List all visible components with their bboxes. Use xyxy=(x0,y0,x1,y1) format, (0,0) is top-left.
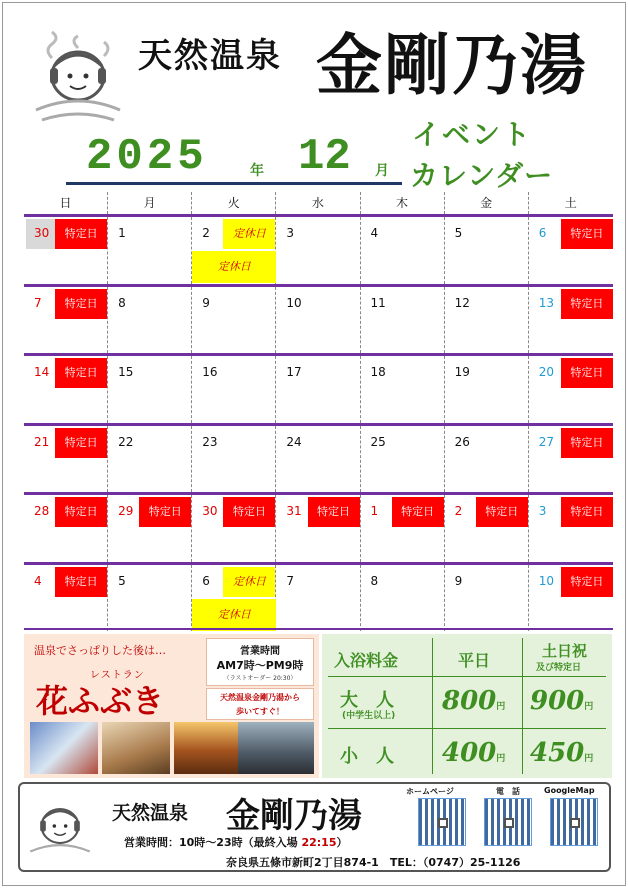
price-weekday-head: 平日 xyxy=(458,651,491,670)
day-number: 10 xyxy=(538,573,555,588)
footer-address: 奈良県五條市新町2丁目874-1 TEL：（0747）25-1126 xyxy=(226,856,521,869)
price-adult-label: 大 人 xyxy=(340,690,394,711)
qr-map-label: GoogleMap xyxy=(544,786,595,795)
restaurant-closed-badge: 定休日 xyxy=(192,599,276,631)
special-day-badge: 特定日 xyxy=(561,289,613,319)
special-day-badge: 特定日 xyxy=(476,497,528,527)
calendar-day xyxy=(529,565,613,632)
day-number: 2 xyxy=(454,504,463,518)
day-number: 7 xyxy=(286,573,295,588)
special-day-badge: 特定日 xyxy=(55,567,107,597)
calendar-day xyxy=(529,356,613,423)
price-divider xyxy=(328,676,606,677)
special-day-badge: 特定日 xyxy=(561,497,613,527)
restaurant-sub: レストラン xyxy=(90,670,145,681)
calendar-day xyxy=(108,565,192,632)
event-title-line1: イベント xyxy=(412,118,533,151)
day-number: 20 xyxy=(538,365,555,379)
calendar-day xyxy=(192,217,276,284)
calendar-day xyxy=(24,426,108,493)
calendar-day xyxy=(192,287,276,354)
day-number: 22 xyxy=(118,434,134,449)
price-title: 入浴料金 xyxy=(334,651,399,670)
calendar-day xyxy=(108,495,192,562)
restaurant-hours-title: 営業時間 xyxy=(240,646,280,657)
calendar-day xyxy=(108,426,192,493)
calendar-day xyxy=(192,495,276,562)
calendar-day xyxy=(24,565,108,632)
day-number: 13 xyxy=(538,295,555,310)
calendar-day xyxy=(529,426,613,493)
restaurant-hours: AM7時〜PM9時 xyxy=(216,659,304,672)
dining-hall-photo xyxy=(238,722,314,774)
calendar-day xyxy=(24,495,108,562)
price-adult-weekday: 800円 xyxy=(442,686,506,716)
restaurant-hours-box xyxy=(206,638,314,686)
event-calendar xyxy=(24,192,613,631)
calendar-day xyxy=(361,495,445,562)
calendar-day xyxy=(361,356,445,423)
calendar-day xyxy=(24,217,108,284)
regular-closed-badge: 定休日 xyxy=(223,219,275,249)
calendar-day xyxy=(276,565,360,632)
price-divider xyxy=(328,728,606,729)
day-number: 3 xyxy=(538,504,547,518)
day-number: 9 xyxy=(454,573,463,588)
day-number: 12 xyxy=(454,295,470,310)
calendar-day xyxy=(445,356,529,423)
sake-photo xyxy=(102,722,170,774)
calendar-day xyxy=(192,426,276,493)
calendar-week xyxy=(24,562,613,632)
calendar-day xyxy=(108,287,192,354)
event-title-line2: カレンダー xyxy=(410,159,554,192)
calendar-month: 12 xyxy=(298,132,351,182)
day-number: 30 xyxy=(26,219,56,249)
footer-name-a: 天然温泉 xyxy=(112,802,189,824)
day-number: 5 xyxy=(454,226,463,240)
weekday-label: 火 xyxy=(192,192,276,214)
calendar-day xyxy=(361,217,445,284)
mascot-onsen-icon xyxy=(30,26,126,126)
calendar-day xyxy=(24,356,108,423)
price-adult-sub: (中学生以上) xyxy=(342,711,396,721)
day-number: 14 xyxy=(34,365,50,379)
day-number: 7 xyxy=(34,295,42,310)
calendar-day xyxy=(445,217,529,284)
special-day-badge: 特定日 xyxy=(561,428,613,458)
day-number: 3 xyxy=(286,226,295,240)
day-number: 25 xyxy=(370,434,386,449)
calendar-day xyxy=(445,495,529,562)
day-number: 6 xyxy=(538,226,547,240)
food-photo xyxy=(30,722,98,774)
price-adult-weekend: 900円 xyxy=(530,686,594,716)
day-number: 17 xyxy=(286,365,302,379)
restaurant-intro: 温泉でさっぱりした後は… xyxy=(34,644,166,657)
price-child-label: 小 人 xyxy=(340,746,394,767)
qr-home-icon[interactable] xyxy=(418,798,466,846)
calendar-week xyxy=(24,284,613,354)
special-day-badge: 特定日 xyxy=(139,497,191,527)
day-number: 26 xyxy=(454,434,470,449)
day-number: 30 xyxy=(202,504,218,518)
calendar-day xyxy=(445,426,529,493)
title-underline xyxy=(66,182,402,185)
footer-hours: 営業時間：10時〜23時（最終入場 22:15） xyxy=(124,836,348,849)
day-number: 16 xyxy=(202,365,218,379)
day-number: 1 xyxy=(370,504,379,518)
day-number: 4 xyxy=(370,226,379,240)
special-day-badge: 特定日 xyxy=(55,219,107,249)
calendar-day xyxy=(529,495,613,562)
day-number: 4 xyxy=(34,573,42,588)
calendar-day xyxy=(276,495,360,562)
day-number: 5 xyxy=(118,573,126,588)
day-number: 28 xyxy=(34,504,50,518)
regular-closed-badge: 定休日 xyxy=(223,567,275,597)
month-unit: 月 xyxy=(375,164,389,180)
day-number: 31 xyxy=(286,504,302,518)
footer-info xyxy=(18,782,611,872)
header-name-b: 金剛乃湯 xyxy=(316,26,588,104)
walk-line2: 歩いてすぐ！ xyxy=(236,707,284,716)
day-number: 11 xyxy=(370,295,386,310)
calendar-day xyxy=(276,217,360,284)
special-day-badge: 特定日 xyxy=(561,358,613,388)
price-divider xyxy=(522,638,523,774)
restaurant-last-order: （ラストオーダー 20:30） xyxy=(223,675,297,682)
bath-price-table xyxy=(322,634,612,778)
calendar-day xyxy=(445,287,529,354)
special-day-badge: 特定日 xyxy=(308,497,360,527)
calendar-day xyxy=(24,287,108,354)
day-number: 23 xyxy=(202,434,218,449)
day-number: 8 xyxy=(118,295,126,310)
day-number: 29 xyxy=(118,504,134,518)
calendar-day xyxy=(529,287,613,354)
calendar-day xyxy=(276,356,360,423)
day-number: 1 xyxy=(118,226,126,240)
qr-tel-icon[interactable] xyxy=(484,798,532,846)
calendar-day xyxy=(361,426,445,493)
calendar-day xyxy=(276,426,360,493)
calendar-day xyxy=(192,565,276,632)
weekday-label: 木 xyxy=(361,192,445,214)
weekday-label: 土 xyxy=(564,196,577,210)
day-number: 27 xyxy=(538,434,555,449)
special-day-badge: 特定日 xyxy=(55,497,107,527)
price-child-weekend: 450円 xyxy=(530,738,594,768)
special-day-badge: 特定日 xyxy=(561,219,613,249)
calendar-week xyxy=(24,353,613,423)
special-day-badge: 特定日 xyxy=(561,567,613,597)
year-unit: 年 xyxy=(250,164,264,180)
day-number: 15 xyxy=(118,365,134,379)
special-day-badge: 特定日 xyxy=(55,358,107,388)
weekday-label: 水 xyxy=(276,192,360,214)
restaurant-panel xyxy=(24,634,319,778)
day-number: 6 xyxy=(202,573,210,588)
calendar-day xyxy=(361,565,445,632)
qr-map-icon[interactable] xyxy=(550,798,598,846)
price-child-weekday: 400円 xyxy=(442,738,506,768)
day-number: 9 xyxy=(202,295,210,310)
calendar-week xyxy=(24,214,613,284)
special-day-badge: 特定日 xyxy=(392,497,444,527)
calendar-day xyxy=(108,217,192,284)
calendar-day xyxy=(192,356,276,423)
mascot-onsen-icon xyxy=(26,790,94,862)
qr-home-label: ホームページ xyxy=(406,787,454,796)
calendar-day xyxy=(529,217,613,284)
qr-tel-label: 電 話 xyxy=(496,787,520,796)
special-day-badge: 特定日 xyxy=(55,428,107,458)
day-number: 10 xyxy=(286,295,302,310)
header-name-a: 天然温泉 xyxy=(138,36,282,76)
footer-name-b: 金剛乃湯 xyxy=(226,796,362,836)
weekday-label: 金 xyxy=(445,192,529,214)
special-day-badge: 特定日 xyxy=(223,497,275,527)
calendar-day xyxy=(445,565,529,632)
weekday-label: 月 xyxy=(108,192,192,214)
price-weekend-head: 土日祝 xyxy=(542,642,588,660)
day-number: 21 xyxy=(34,434,50,449)
restaurant-closed-badge: 定休日 xyxy=(192,251,276,283)
special-day-badge: 特定日 xyxy=(55,289,107,319)
calendar-week xyxy=(24,423,613,493)
calendar-day xyxy=(108,356,192,423)
price-divider xyxy=(432,638,433,774)
weekday-header xyxy=(24,192,613,214)
day-number: 24 xyxy=(286,434,302,449)
calendar-year: 2025 xyxy=(86,132,208,182)
price-weekend-sub: 及び特定日 xyxy=(536,663,582,673)
calendar-bottom-rule xyxy=(24,628,613,630)
weekday-label: 日 xyxy=(24,192,108,214)
day-number: 19 xyxy=(454,365,470,379)
room-photo xyxy=(174,722,242,774)
restaurant-name: 花ふぶき xyxy=(36,682,165,720)
day-number: 8 xyxy=(370,573,379,588)
restaurant-walk-box xyxy=(206,688,314,720)
calendar-day xyxy=(361,287,445,354)
calendar-day xyxy=(276,287,360,354)
day-number: 18 xyxy=(370,365,386,379)
calendar-week xyxy=(24,492,613,562)
walk-line1: 天然温泉金剛乃湯から xyxy=(220,693,300,702)
day-number: 2 xyxy=(202,226,210,240)
